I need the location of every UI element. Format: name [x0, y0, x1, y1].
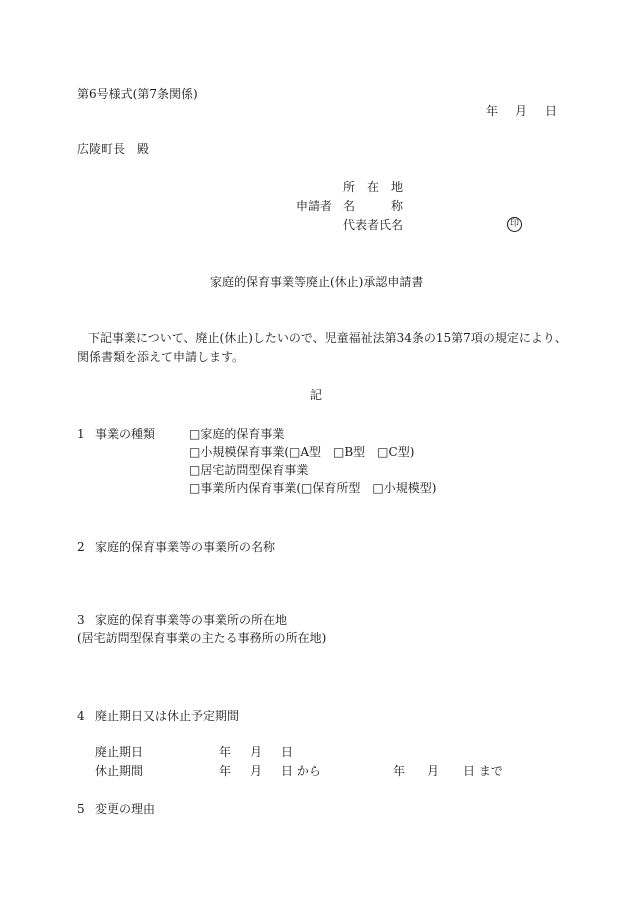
business-type-option-workplace: □事業所内保育事業(□保育所型 □小規模型) [189, 481, 437, 495]
suspend-to-month: 月 [427, 764, 440, 778]
date-day: 日 [545, 104, 558, 118]
date-month: 月 [515, 104, 528, 118]
section-3-sublabel: (居宅訪問型保育事業の主たる事務所の所在地) [77, 631, 327, 645]
suspend-period-label: 休止期間 [95, 764, 144, 778]
intro-line-2: 関係書類を添えて申請します。 [77, 350, 245, 364]
seal-mark: 印 [507, 217, 522, 232]
suspend-to-year: 年 [393, 764, 406, 778]
abolish-year: 年 [219, 745, 232, 759]
applicant-rep-label: 代表者氏名 [343, 218, 404, 232]
abolish-date-label: 廃止期日 [95, 745, 144, 759]
business-type-option-home: □家庭的保育事業 [189, 427, 285, 441]
suspend-to-day: 日 まで [463, 764, 503, 778]
form-number: 第6号様式(第7条関係) [77, 87, 198, 101]
suspend-from-day: 日 から [281, 764, 321, 778]
section-2-label: 家庭的保育事業等の事業所の名称 [95, 540, 276, 554]
section-1-number: 1 [77, 427, 85, 441]
section-3-number: 3 [77, 613, 85, 627]
suspend-from-month: 月 [250, 764, 263, 778]
suspend-from-year: 年 [219, 764, 232, 778]
applicant-name-label: 名 称 [343, 199, 404, 213]
section-2-number: 2 [77, 540, 85, 554]
section-5-label: 変更の理由 [95, 802, 156, 816]
applicant-label: 申請者 [296, 199, 333, 213]
section-3-label: 家庭的保育事業等の事業所の所在地 [95, 613, 288, 627]
date-year: 年 [486, 104, 499, 118]
intro-line-1: 下記事業について、廃止(休止)したいので、児童福祉法第34条の15第7項の規定により、 [88, 331, 567, 345]
section-1-label: 事業の種類 [95, 427, 156, 441]
section-5-number: 5 [77, 802, 85, 816]
abolish-day: 日 [281, 745, 294, 759]
applicant-address-label: 所 在 地 [343, 180, 404, 194]
ki-label: 記 [310, 388, 323, 402]
business-type-option-visit: □居宅訪問型保育事業 [189, 463, 309, 477]
document-title: 家庭的保育事業等廃止(休止)承認申請書 [210, 275, 424, 289]
business-type-option-small: □小規模保育事業(□A型 □B型 □C型) [189, 445, 415, 459]
section-4-label: 廃止期日又は休止予定期間 [95, 709, 240, 723]
addressee: 広陵町長 殿 [77, 142, 150, 156]
section-4-number: 4 [77, 709, 85, 723]
abolish-month: 月 [250, 745, 263, 759]
